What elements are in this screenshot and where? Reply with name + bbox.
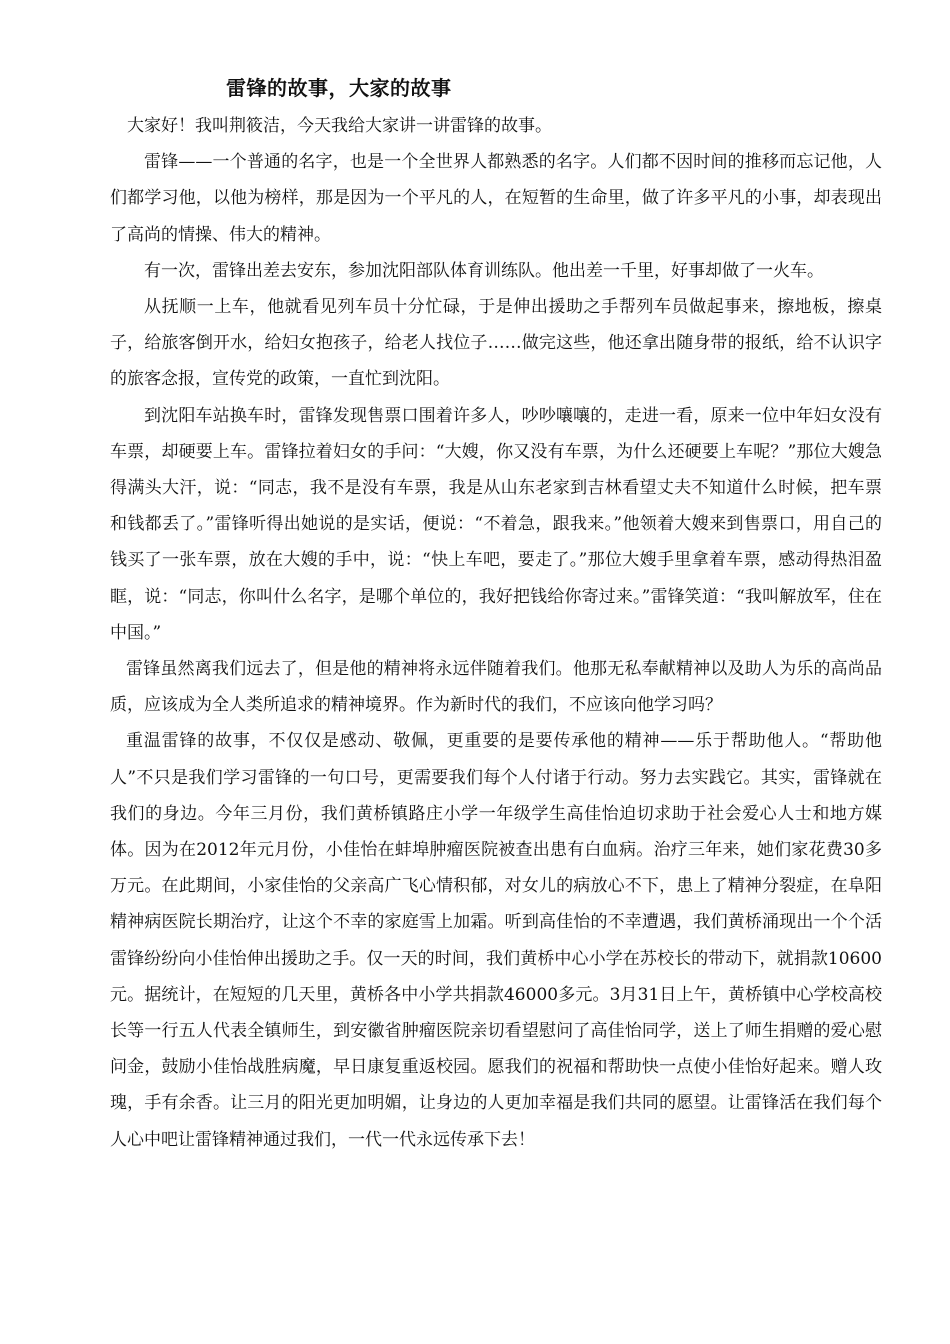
paragraph-train: 从抚顺一上车，他就看见列车员十分忙碌，于是伸出援助之手帮列车员做起事来，擦地板，擦桌子，给旅客倒开水，给妇女抱孩子，给老人找位子……做完这些，他还拿出随身带的报纸，给不认识字的旅客念报，宣传党的政策，一直忙到沈阳。 [110, 297, 882, 390]
paragraph-today: 重温雷锋的故事，不仅仅是感动、敬佩，更重要的是要传承他的精神——乐于帮助他人。“帮助他人”不只是我们学习雷锋的一句口号，更需要我们每个人付诸于行动。努力去实践它。其实，雷锋就在我们的身边。今年三月份，我们黄桥镇路庄小学一年级学生高佳怡迫切求助于社会爱心人士和地方媒体。因为在2012年元月份，小佳怡在蚌埠肿瘤医院被查出患有白血病。治疗三年来，她们家花费30多万元。在此期间，小家佳怡的父亲高广飞心情积郁，对女儿的病放心不下，患上了精神分裂症，在阜阳精神病医院长期治疗，让这个不幸的家庭雪上加霜。听到高佳怡的不幸遭遇，我们黄桥涌现出一个个活雷锋纷纷向小佳怡伸出援助之手。仅一天的时间，我们黄桥中心小学在苏校长的带动下，就捐款10600元。据统计，在短短的几天里，黄桥各中小学共捐款46000多元。3月31日上午，黄桥镇中心学校高校长等一行五人代表全镇师生，到安徽省肿瘤医院亲切看望慰问了高佳怡同学，送上了师生捐赠的爱心慰问金，鼓励小佳怡战胜病魔，早日康复重返校园。愿我们的祝福和帮助快一点使小佳怡好起来。赠人玫瑰，手有余香。让三月的阳光更加明媚，让身边的人更加幸福是我们共同的愿望。让雷锋活在我们每个人心中吧让雷锋精神通过我们，一代一代永远传承下去！ [110, 731, 882, 1150]
paragraph-greeting: 大家好！我叫荆筱洁，今天我给大家讲一讲雷锋的故事。 [127, 116, 552, 136]
document-body [110, 108, 882, 1158]
paragraph-station: 到沈阳车站换车时，雷锋发现售票口围着许多人，吵吵嚷嚷的，走进一看，原来一位中年妇女没有车票，却硬要上车。雷锋拉着妇女的手问：“大嫂，你又没有车票，为什么还硬要上车呢？”那位大嫂急得满头大汗，说：“同志，我不是没有车票，我是从山东老家到吉林看望丈夫不知道什么时候，把车票和钱都丢了。”雷锋听得出她说的是实话，便说：“不着急，跟我来。”他领着大嫂来到售票口，用自己的钱买了一张车票，放在大嫂的手中，说：“快上车吧，要走了。”那位大嫂手里拿着车票，感动得热泪盈眶，说：“同志，你叫什么名字，是哪个单位的，我好把钱给你寄过来。”雷锋笑道：“我叫解放军，住在中国。” [110, 405, 882, 643]
paragraph-trip: 有一次，雷锋出差去安东，参加沈阳部队体育训练队。他出差一千里，好事却做了一火车。 [144, 260, 824, 281]
paragraph-intro: 雷锋——一个普通的名字，也是一个全世界人都熟悉的名字。人们都不因时间的推移而忘记他，人们都学习他，以他为榜样，那是因为一个平凡的人，在短暂的生命里，做了许多平凡的小事，却表现出了高尚的情操、伟大的精神。 [110, 152, 882, 245]
document-title: 雷锋的故事，大家的故事 [226, 76, 452, 100]
paragraph-spirit: 雷锋虽然离我们远去了，但是他的精神将永远伴随着我们。他那无私奉献精神以及助人为乐的高尚品质，应该成为全人类所追求的精神境界。作为新时代的我们，不应该向他学习吗？ [110, 659, 882, 716]
